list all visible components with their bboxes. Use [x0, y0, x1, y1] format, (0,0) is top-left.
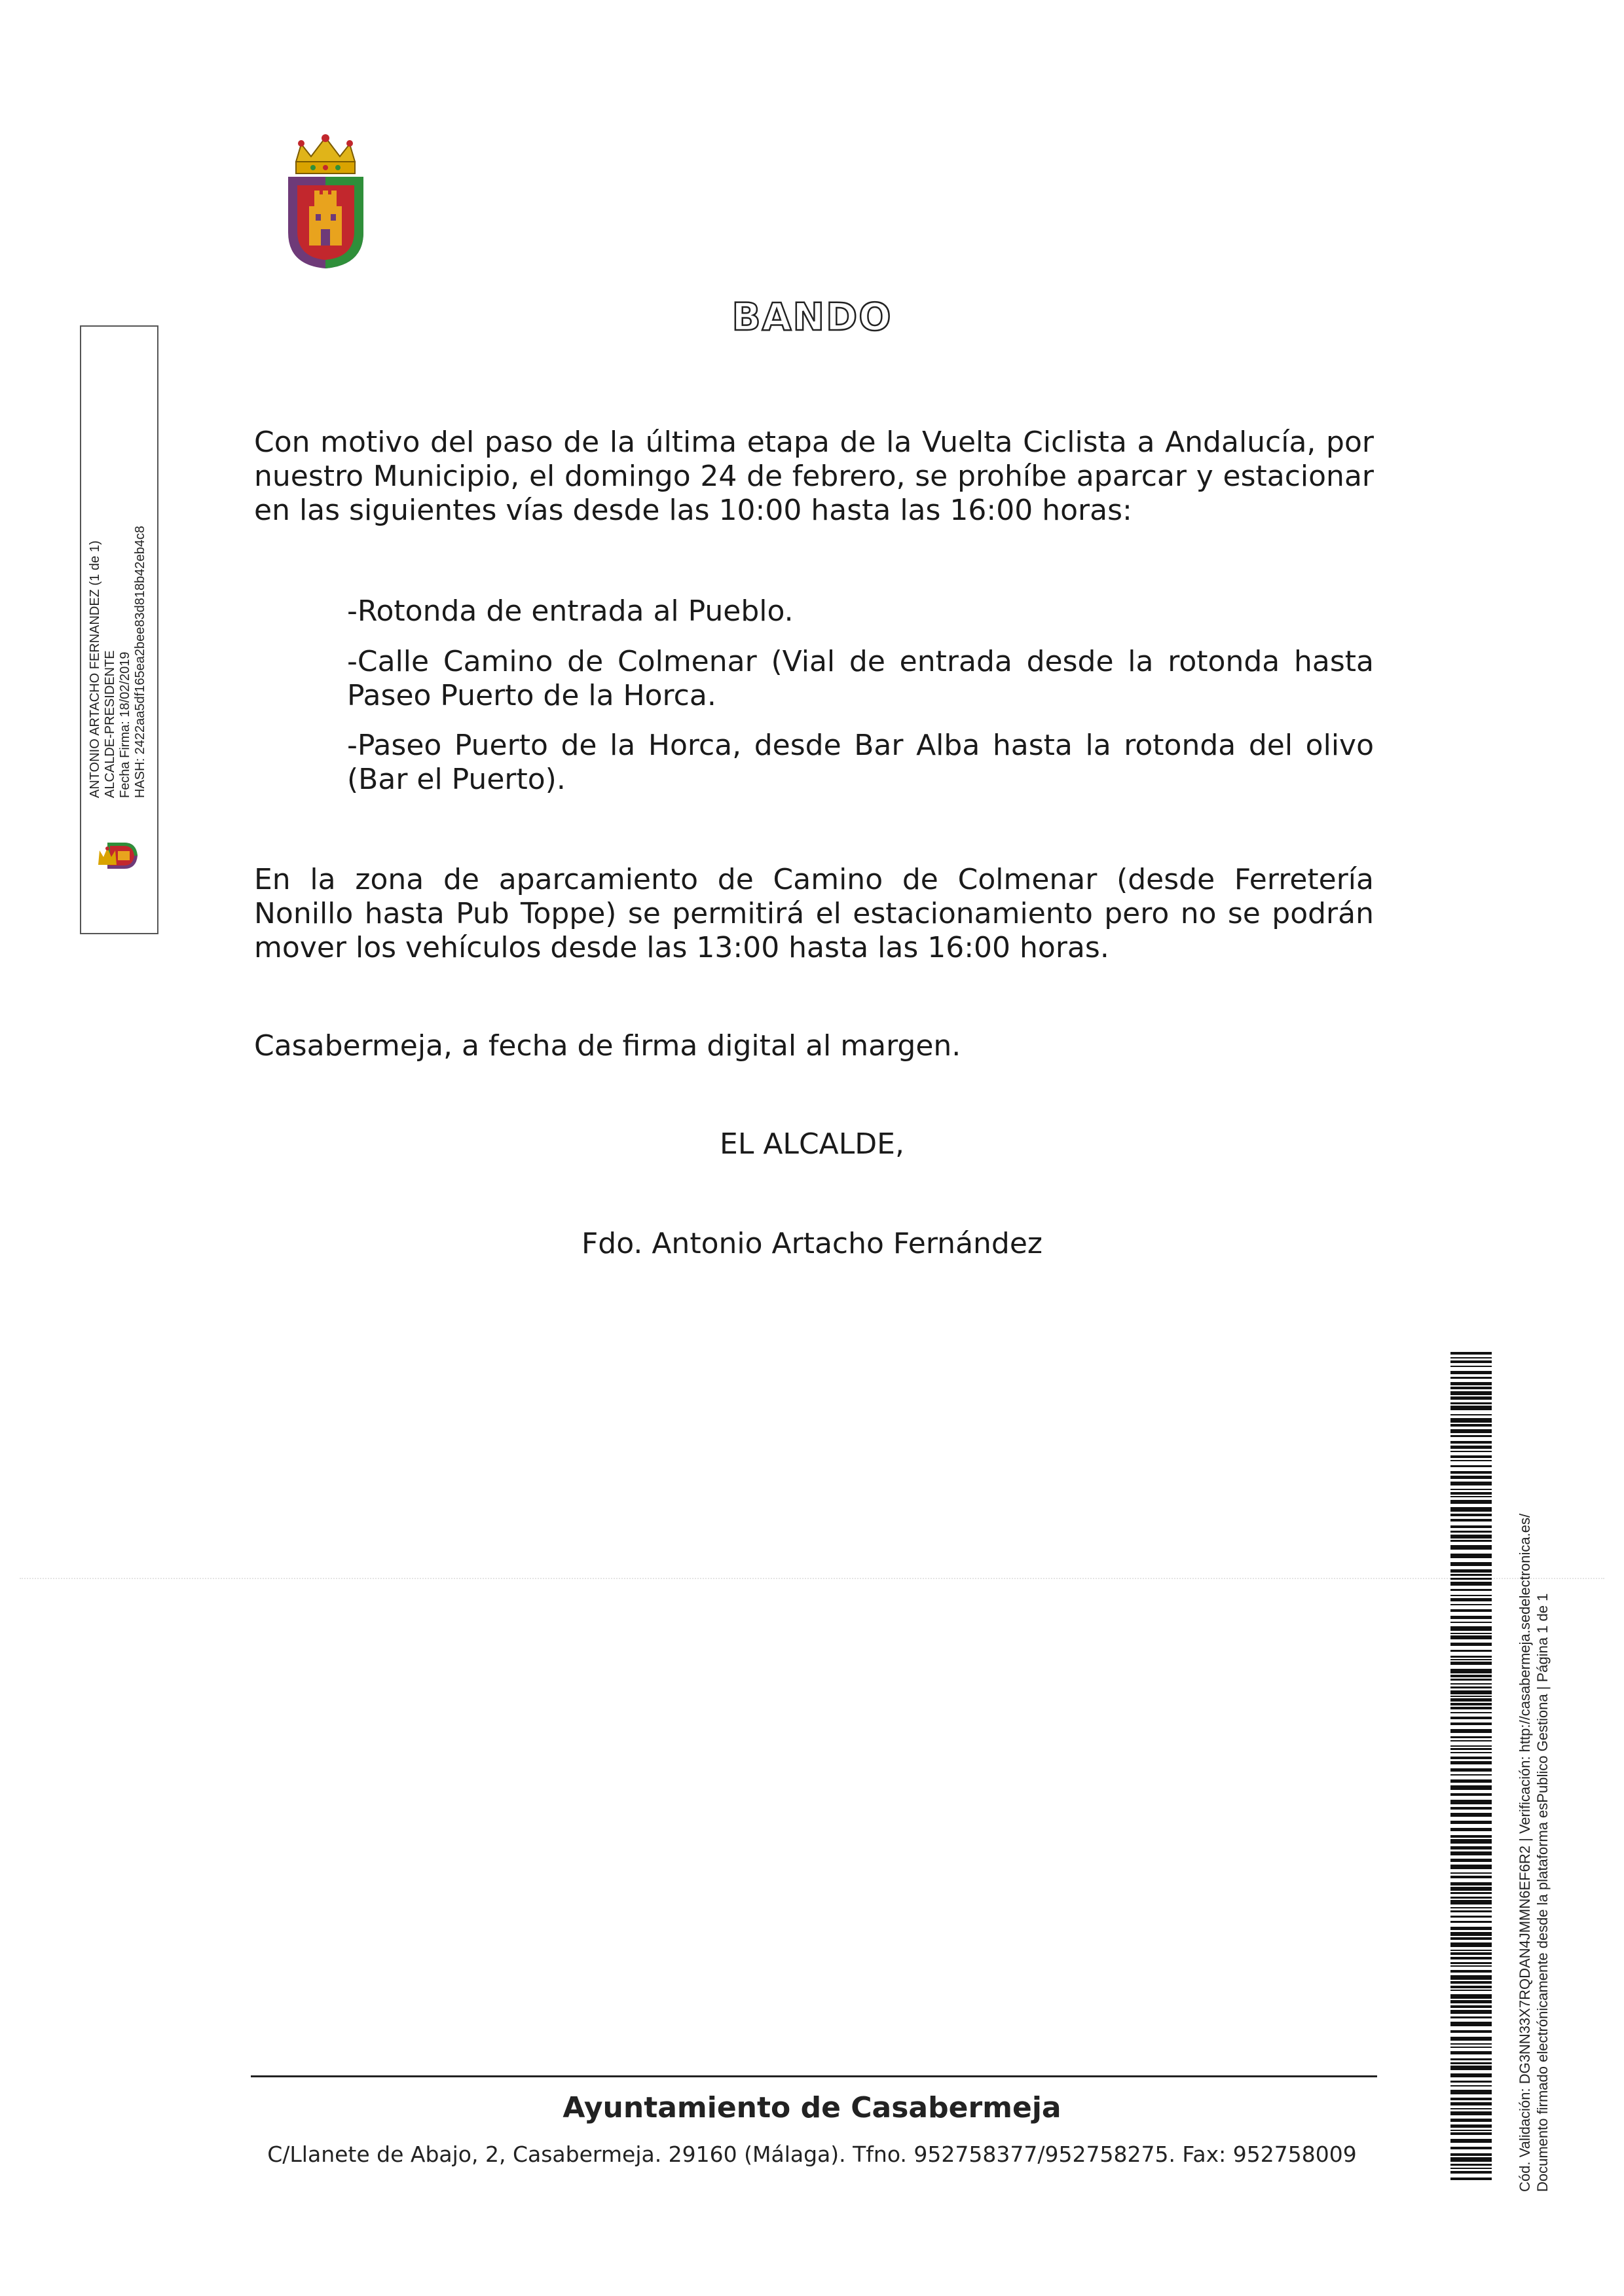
barcode-bar	[1450, 2022, 1492, 2026]
street-item: -Rotonda de entrada al Pueblo.	[347, 594, 794, 628]
barcode-bar	[1450, 2081, 1492, 2083]
coat-of-arms-icon	[282, 134, 370, 272]
scan-artifact-line	[20, 1578, 1604, 1579]
barcode-bar	[1450, 1970, 1492, 1973]
validation-platform: Documento firmado electrónicamente desde la plataforma esPublico Gestiona | Página 1 de 1	[1534, 1593, 1551, 2192]
barcode-bar	[1450, 1441, 1492, 1444]
barcode-bar	[1450, 1471, 1492, 1474]
signature-stamp-text	[88, 431, 153, 798]
barcode-bar	[1450, 1800, 1492, 1804]
barcode-bar	[1450, 1813, 1492, 1817]
barcode-bar	[1450, 1828, 1492, 1831]
parking-note-paragraph: En la zona de aparcamiento de Camino de Colmenar (desde Ferretería Nonillo hasta Pub Toppe) se permitirá el estacionamiento pero no se podrán mover los vehículos desde las 13:00 hasta las 16:00 horas.	[254, 863, 1374, 964]
barcode-bar	[1450, 1872, 1492, 1874]
barcode-bar	[1450, 2030, 1492, 2033]
barcode-bar	[1450, 1768, 1492, 1772]
barcode-bar	[1450, 1865, 1492, 1869]
barcode-bar	[1450, 1785, 1492, 1790]
barcode-bar	[1450, 1451, 1492, 1452]
stamp-signer: ANTONIO ARTACHO FERNANDEZ (1 de 1)	[88, 540, 102, 798]
barcode-bar	[1450, 2005, 1492, 2008]
barcode-bar	[1450, 1531, 1492, 1533]
footer-organization: Ayuntamiento de Casabermeja	[563, 2091, 1061, 2124]
barcode-bar	[1450, 1650, 1492, 1652]
barcode-bar	[1450, 2066, 1492, 2070]
barcode-bar	[1450, 1382, 1492, 1385]
document-title: BANDO	[731, 295, 893, 339]
barcode-bar	[1450, 1740, 1492, 1741]
barcode-bar	[1450, 1446, 1492, 1449]
barcode-bar	[1450, 1604, 1492, 1605]
barcode-bar	[1450, 1589, 1492, 1591]
barcode-bar	[1450, 1482, 1492, 1485]
barcode-bar	[1450, 1414, 1492, 1415]
barcode-bar	[1450, 1683, 1492, 1685]
stamp-role: ALCALDE-PRESIDENTE	[103, 650, 117, 798]
barcode-bar	[1450, 1455, 1492, 1458]
barcode-bar	[1450, 1507, 1492, 1512]
barcode-bar	[1450, 1859, 1492, 1862]
barcode-bar	[1450, 1686, 1492, 1688]
barcode-bar	[1450, 1892, 1492, 1894]
barcode-bar	[1450, 1622, 1492, 1623]
barcode-bar	[1450, 2043, 1492, 2045]
barcode-bar	[1450, 2171, 1492, 2174]
barcode-bar	[1450, 1717, 1492, 1719]
barcode-bar	[1450, 1535, 1492, 1539]
barcode-bar	[1450, 1406, 1492, 1410]
barcode-bar	[1450, 1514, 1492, 1516]
intro-paragraph: Con motivo del paso de la última etapa de la Vuelta Ciclista a Andalucía, por nuestro Municipio, el domingo 24 de febrero, se prohíbe aparcar y estacionar en las siguientes vías desde las 10:00 hasta las 16:00 horas:	[254, 426, 1374, 527]
barcode-bar	[1450, 1402, 1492, 1404]
validation-text	[1516, 1354, 1562, 2192]
barcode-bar	[1450, 1662, 1492, 1665]
barcode-bar	[1450, 1545, 1492, 1550]
barcode-bar	[1450, 2051, 1492, 2054]
barcode-bar	[1450, 1942, 1492, 1947]
barcode-bar	[1450, 1975, 1492, 1980]
barcode-bar	[1450, 1712, 1492, 1713]
barcode-bar	[1450, 1981, 1492, 1984]
barcode-bar	[1450, 1554, 1492, 1558]
barcode-bar	[1450, 1492, 1492, 1495]
barcode-bar	[1450, 1965, 1492, 1967]
barcode-bar	[1450, 2178, 1492, 2180]
barcode-bar	[1450, 2058, 1492, 2060]
barcode-bar	[1450, 1779, 1492, 1783]
barcode-bar	[1450, 1907, 1492, 1908]
validation-code: Cód. Validación: DG3NN33X7RQDAN4JMMN6EF6R2 | Verificación: http://casabermeja.sedelectronica.es/	[1517, 1513, 1533, 2192]
barcode-bar	[1450, 1396, 1492, 1400]
barcode-bar	[1450, 1957, 1492, 1959]
barcode-bar	[1450, 1994, 1492, 1999]
barcode-bar	[1450, 1360, 1492, 1363]
barcode-bar	[1450, 1669, 1492, 1673]
barcode-bar	[1450, 1429, 1492, 1433]
barcode-bar	[1450, 1937, 1492, 1940]
barcode-bar	[1450, 1435, 1492, 1437]
barcode-bar	[1450, 1696, 1492, 1697]
barcode-bar	[1450, 1722, 1492, 1725]
barcode-bar	[1450, 2124, 1492, 2128]
barcode-bar	[1450, 2016, 1492, 2018]
barcode-bar	[1450, 1357, 1492, 1358]
barcode-bar	[1450, 2062, 1492, 2064]
barcode-bar	[1450, 1626, 1492, 1631]
barcode-bar	[1450, 1540, 1492, 1542]
barcode-bar	[1450, 1887, 1492, 1891]
barcode-bar	[1450, 1835, 1492, 1838]
barcode-bar	[1450, 1757, 1492, 1759]
barcode-bar	[1450, 1745, 1492, 1747]
barcode-bar	[1450, 1986, 1492, 1988]
stamp-date: Fecha Firma: 18/02/2019	[118, 651, 132, 798]
street-item: -Paseo Puerto de la Horca, desde Bar Alba hasta la rotonda del olivo (Bar el Puerto).	[347, 729, 1374, 796]
stamp-hash: HASH: 2422aa5df165ea2bee83d818b42eb4c8	[133, 526, 147, 798]
barcode-bar	[1450, 1698, 1492, 1702]
signature-stamp	[80, 325, 158, 934]
barcode-bar	[1450, 1736, 1492, 1738]
barcode-bar	[1450, 1598, 1492, 1601]
barcode-bar	[1450, 1927, 1492, 1930]
barcode-bar	[1450, 1578, 1492, 1580]
barcode-bar	[1450, 2085, 1492, 2086]
barcode-bar	[1450, 1424, 1492, 1427]
barcode-bar	[1450, 1574, 1492, 1576]
stamp-logo-icon	[94, 836, 149, 875]
barcode-bar	[1450, 1352, 1492, 1355]
barcode-bar	[1450, 1707, 1492, 1709]
signatory-name: Fdo. Antonio Artacho Fernández	[581, 1227, 1043, 1260]
barcode-bar	[1450, 1377, 1492, 1379]
barcode-bar	[1450, 1569, 1492, 1573]
barcode-bar	[1450, 2168, 1492, 2169]
barcode-bar	[1450, 1774, 1492, 1776]
barcode-icon	[1450, 1352, 1492, 2180]
barcode-bar	[1450, 1616, 1492, 1619]
barcode-bar	[1450, 2130, 1492, 2131]
barcode-bar	[1450, 2037, 1492, 2041]
barcode-bar	[1450, 1582, 1492, 1586]
barcode-bar	[1450, 1371, 1492, 1374]
barcode-bar	[1450, 1519, 1492, 1522]
barcode-bar	[1450, 1851, 1492, 1855]
barcode-bar	[1450, 1876, 1492, 1878]
barcode-bar	[1450, 1752, 1492, 1753]
signatory-role: EL ALCALDE,	[720, 1127, 904, 1161]
barcode-bar	[1450, 1659, 1492, 1660]
barcode-bar	[1450, 1916, 1492, 1918]
barcode-bar	[1450, 1465, 1492, 1467]
barcode-bar	[1450, 1900, 1492, 1904]
barcode-bar	[1450, 1595, 1492, 1596]
barcode-bar	[1450, 1476, 1492, 1479]
footer-divider	[251, 2075, 1377, 2077]
barcode-bar	[1450, 2073, 1492, 2077]
barcode-bar	[1450, 1633, 1492, 1634]
barcode-bar	[1450, 1921, 1492, 1923]
barcode-bar	[1450, 1525, 1492, 1528]
barcode-bar	[1450, 1952, 1492, 1955]
barcode-bar	[1450, 1950, 1492, 1951]
barcode-bar	[1450, 1489, 1492, 1490]
barcode-bar	[1450, 2000, 1492, 2003]
barcode-bar	[1450, 1793, 1492, 1796]
barcode-bar	[1450, 1932, 1492, 1936]
barcode-bar	[1450, 1761, 1492, 1764]
barcode-bar	[1450, 1679, 1492, 1681]
barcode-bar	[1450, 1990, 1492, 1991]
barcode-bar	[1450, 1500, 1492, 1504]
crown-icon	[296, 134, 355, 173]
barcode-bar	[1450, 1366, 1492, 1367]
barcode-bar	[1450, 1882, 1492, 1886]
barcode-bar	[1450, 1387, 1492, 1389]
barcode-bar	[1450, 2010, 1492, 2014]
barcode-bar	[1450, 1962, 1492, 1964]
barcode-bar	[1450, 1729, 1492, 1733]
barcode-bar	[1450, 1643, 1492, 1646]
barcode-bar	[1450, 1703, 1492, 1705]
footer-address: C/Llanete de Abajo, 2, Casabermeja. 29160 (Málaga). Tfno. 952758377/952758275. Fax: 952758009	[267, 2141, 1357, 2167]
barcode-bar	[1450, 1807, 1492, 1810]
barcode-bar	[1450, 1418, 1492, 1423]
barcode-bar	[1450, 1821, 1492, 1824]
barcode-bar	[1450, 1496, 1492, 1497]
barcode-bar	[1450, 1656, 1492, 1658]
street-item: -Calle Camino de Colmenar (Vial de entrada desde la rotonda hasta Paseo Puerto de la Horca.	[347, 645, 1374, 712]
barcode-bar	[1450, 1460, 1492, 1461]
barcode-bar	[1450, 1675, 1492, 1677]
barcode-bar	[1450, 1690, 1492, 1694]
barcode-bar	[1450, 1910, 1492, 1912]
barcode-bar	[1450, 2047, 1492, 2048]
barcode-bar	[1450, 1391, 1492, 1395]
barcode-bar	[1450, 1562, 1492, 1566]
barcode-bar	[1450, 1897, 1492, 1899]
barcode-bar	[1450, 1609, 1492, 1612]
barcode-bar	[1450, 2132, 1492, 2135]
barcode-bar	[1450, 1748, 1492, 1750]
barcode-bar	[1450, 1635, 1492, 1639]
place-date: Casabermeja, a fecha de firma digital al margen.	[254, 1029, 961, 1063]
barcode-bar	[1450, 1846, 1492, 1850]
barcode-bar	[1450, 1839, 1492, 1844]
